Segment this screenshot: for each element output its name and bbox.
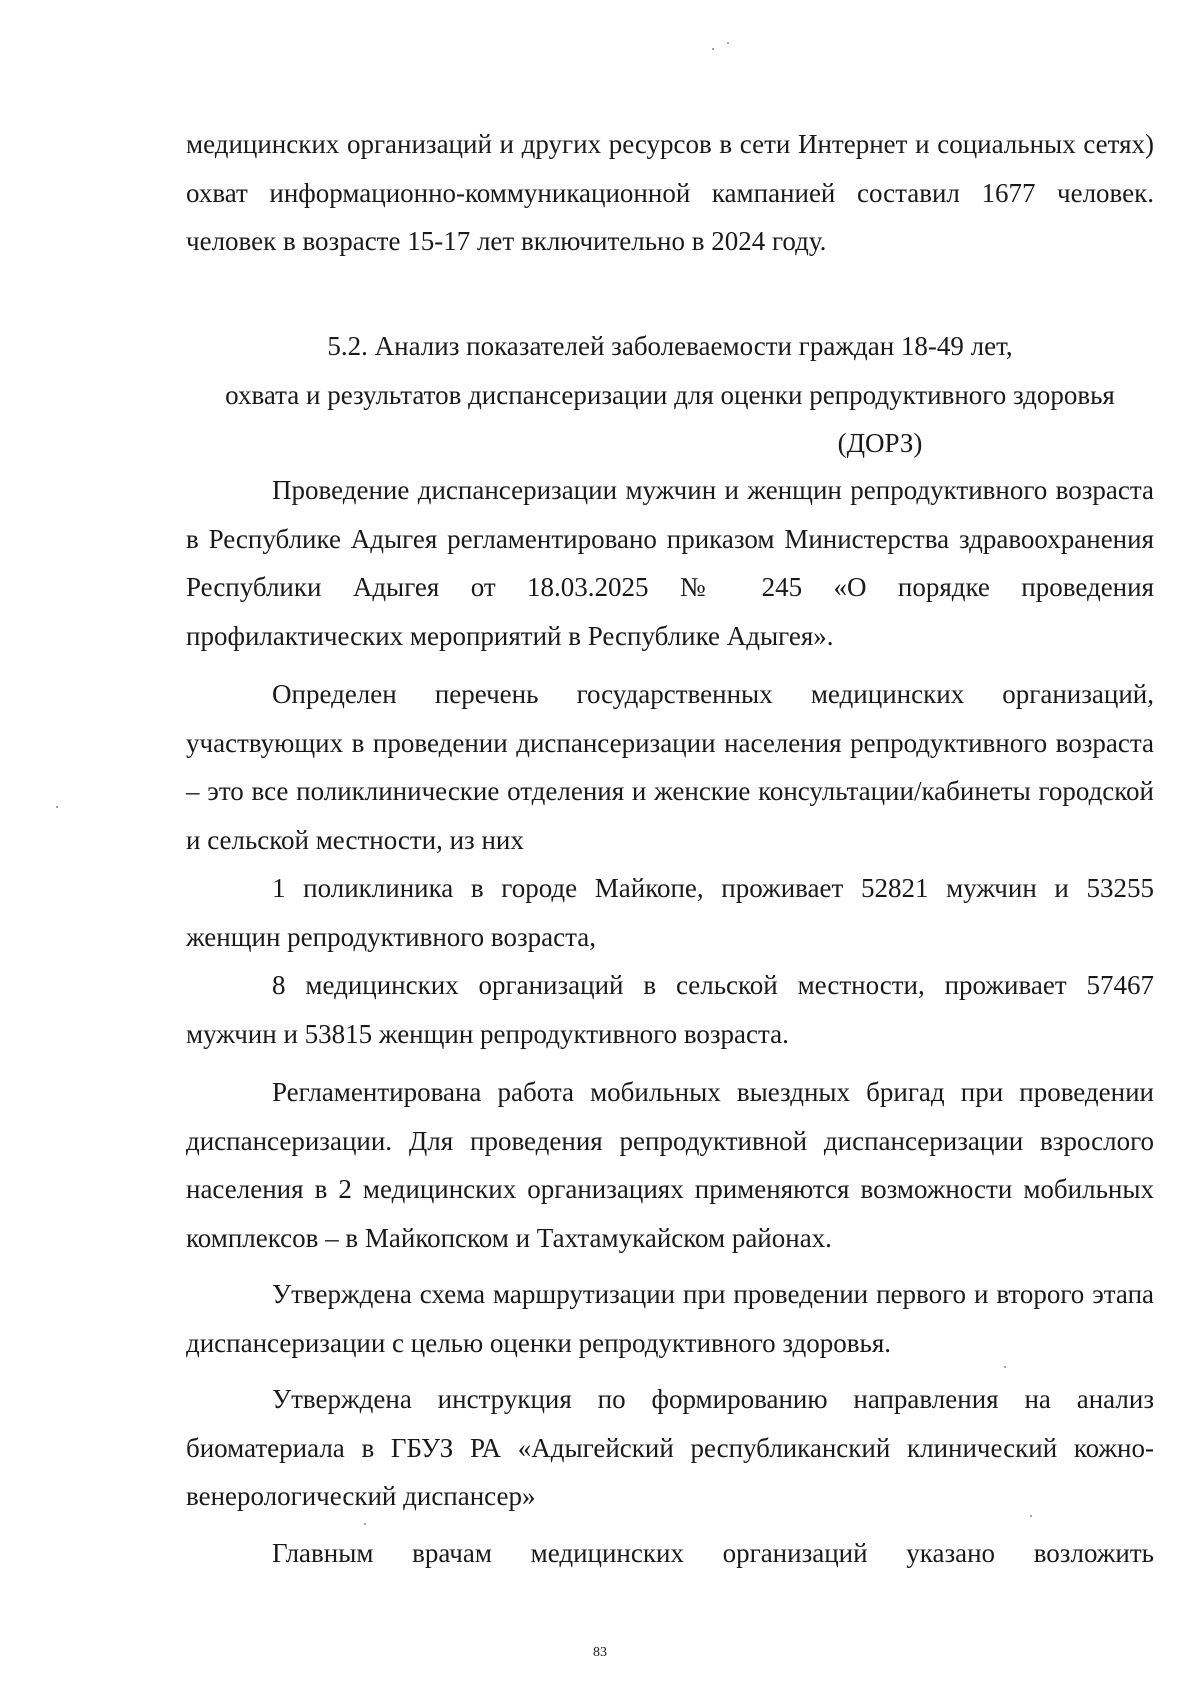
continuation-text: медицинских организаций и других ресурсов в сети Интернет и социальных сетях) охват информационно-коммуникационной кампанией составил 1677 человек. человек в возрасте 15-17 лет включительно в 2024 году.: [186, 129, 1154, 256]
scan-speck: [1004, 1366, 1006, 1368]
paragraph-organizations-list: Определен перечень государственных медицинских организаций, участвующих в проведении диспансеризации населения репродуктивного возраста – это все поликлинические отделения и женские консультации/кабинеты городской и сельской местности, из них: [186, 679, 1154, 855]
section-heading-line-2: охвата и результатов диспансеризации для оценки репродуктивного здоровья: [225, 379, 1115, 410]
paragraph-referral-instruction: Утверждена инструкция по формированию направления на анализ биоматериала в ГБУЗ РА «Адыгейский республиканский клинический кожно-венерологический диспансер»: [186, 1384, 1154, 1511]
continuation-paragraph: [186, 120, 1154, 266]
paragraph-rural-organizations: 8 медицинских организаций в сельской местности, проживает 57467 мужчин и 53815 женщин репродуктивного возраста.: [186, 970, 1154, 1049]
section-heading-line-1: 5.2. Анализ показателей заболеваемости граждан 18-49 лет,: [327, 331, 1013, 361]
scan-speck: [1030, 1515, 1032, 1517]
scan-speck: [364, 1523, 366, 1525]
page-number: 83: [593, 1645, 607, 1660]
paragraph-legal-basis: Проведение диспансеризации мужчин и женщин репродуктивного возраста в Республике Адыгея регламентировано приказом Министерства здравоохранения Республики Адыгея от 18.03.2025 № 245 «О порядке проведения профилактических мероприятий в Республике Адыгея».: [186, 475, 1154, 651]
paragraph-mobile-teams: Регламентирована работа мобильных выездных бригад при проведении диспансеризации. Для проведения репродуктивной диспансеризации взрослого населения в 2 медицинских организациях применяются возможности мобильных комплексов – в Майкопском и Тахтамукайском районах.: [186, 1077, 1154, 1253]
scan-speck: [712, 48, 714, 50]
section-heading-line-3: (ДОРЗ): [837, 428, 923, 458]
section-body: [186, 466, 1154, 1577]
scan-speck: [727, 42, 729, 44]
paragraph-chief-physicians: Главным врачам медицинских организаций указано возложить: [272, 1537, 1154, 1568]
paragraph-routing-scheme: Утверждена схема маршрутизации при проведении первого и второго этапа диспансеризации с целью оценки репродуктивного здоровья.: [186, 1279, 1154, 1358]
scan-speck: [56, 806, 58, 808]
section-heading: [186, 322, 1154, 468]
paragraph-city-polyclinic: 1 поликлиника в городе Майкопе, проживает 52821 мужчин и 53255 женщин репродуктивного возраста,: [186, 873, 1154, 952]
